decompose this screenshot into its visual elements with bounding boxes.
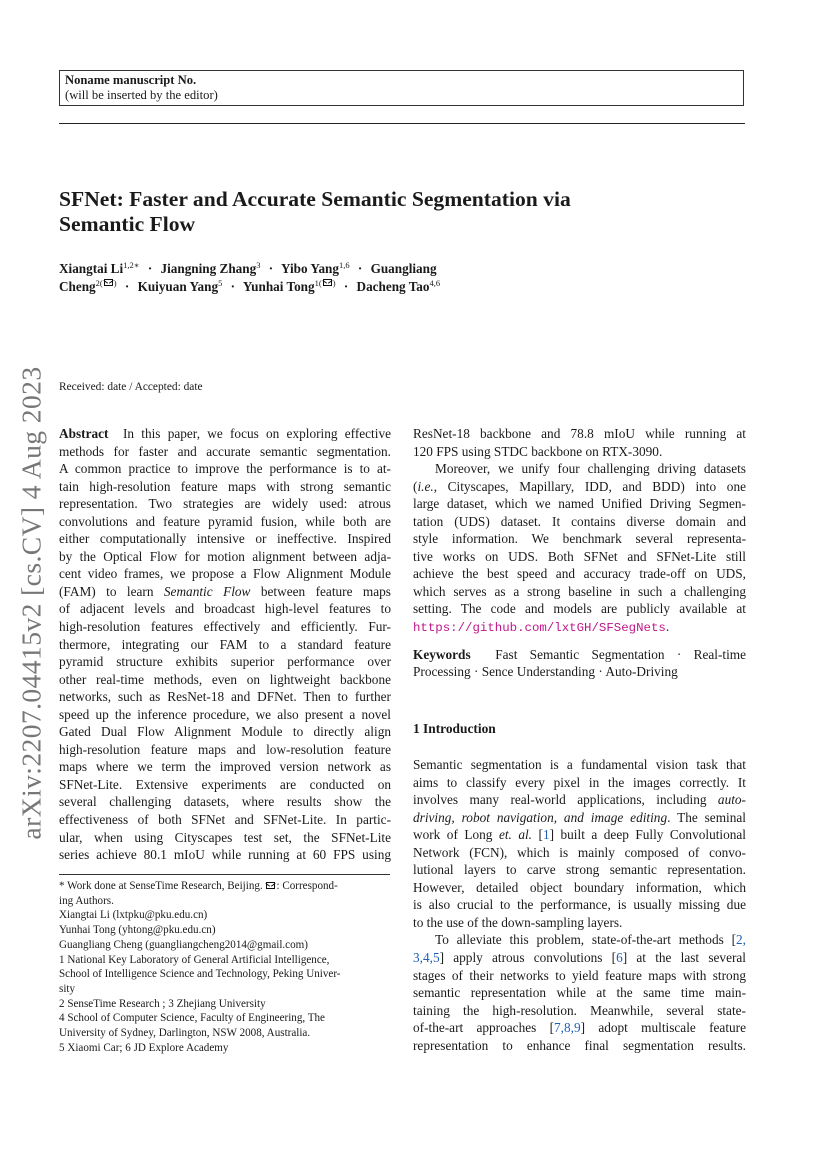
abstract-line: speed up the inference procedure, we also present a novel [59, 706, 391, 722]
abstract-line: tive works on UDS. Both SFNet and SFNet-Lite still [413, 548, 746, 564]
italic-term: Semantic Flow [163, 583, 251, 599]
abstract-line [413, 478, 746, 496]
footnote-line: Yunhai Tong (yhtong@pku.edu.cn) [59, 924, 216, 937]
intro-italic: driving, robot navigation, and image editing [413, 809, 668, 825]
abstract-text: ( [413, 478, 418, 494]
abstract-line: 120 FPS using STDC backbone on RTX-3090. [413, 443, 663, 459]
footnote-line: ing Authors. [59, 894, 114, 907]
abstract-line: high-resolution feature maps and low-resolution feature [59, 741, 391, 757]
author-name: Dacheng Tao [356, 279, 430, 294]
abstract-line: pyramid structure exhibits superior performance over [59, 654, 391, 670]
abstract-line: maps where we term the improved version network as [59, 759, 391, 775]
affiliation-paren: ) [113, 278, 117, 288]
introduction-text [413, 756, 746, 1054]
abstract-line: tation (UDS) dataset. It contains diverse domain and [413, 513, 746, 529]
intro-line: is also crucial to the performance, is usually missing due [413, 897, 746, 913]
manuscript-label: Noname manuscript No. [65, 73, 197, 87]
envelope-icon [266, 882, 275, 889]
title-line: SFNet: Faster and Accurate Semantic Segmentation via [59, 187, 571, 211]
abstract-line: high-resolution features effectively and efficiently. Fur- [59, 619, 391, 635]
abstract-line: networks, such as ResNet-18 and DFNet. Then to further [59, 689, 391, 705]
citation-link[interactable]: 7,8,9 [554, 1020, 581, 1036]
author-separator: · [147, 261, 153, 276]
intro-text: built a deep Fully Convolutional [554, 827, 746, 843]
section-heading: 1 Introduction [413, 721, 496, 736]
affiliation-sup [96, 278, 117, 288]
footnote-line: School of Intelligence Science and Technology, Peking Univer- [59, 968, 341, 981]
footnote-line [59, 879, 394, 894]
abstract-line: either computationally intensive or ineffective. Inspired [59, 531, 391, 547]
abstract-line [59, 425, 391, 443]
intro-line: However, detailed object boundary information, which [413, 879, 746, 895]
footnote-line: University of Sydney, Darlington, NSW 2008, Australia. [59, 1027, 311, 1040]
author-separator: · [343, 279, 349, 294]
footnotes [59, 879, 394, 1055]
author-name: Guangliang [370, 261, 437, 276]
received-date: Received: date / Accepted: date [59, 381, 203, 393]
author-name: Yunhai Tong [242, 279, 315, 294]
affiliation-number: 2( [95, 278, 103, 288]
period: . [665, 619, 670, 635]
intro-line: taining the high-resolution. Meanwhile, several state- [413, 1002, 746, 1018]
abstract-line: which serves as a strong baseline in such a challenging [413, 583, 746, 599]
keywords-line [413, 646, 746, 664]
citation-link[interactable]: 1 [542, 827, 550, 843]
citation-link[interactable]: 2, [736, 932, 746, 948]
footnote-rule [59, 874, 390, 875]
author-name: Yibo Yang [280, 261, 339, 276]
envelope-icon [323, 279, 332, 286]
author-separator: · [230, 279, 236, 294]
equal-contrib-mark: ∗ [133, 260, 140, 270]
intro-text: of-the-art approaches [ [413, 1020, 555, 1036]
arxiv-identifier [14, 358, 50, 848]
intro-line: lutional layers to carve strong semantic representation. [413, 862, 746, 878]
intro-line: Network (FCN), which is mainly composed of convo- [413, 844, 746, 860]
affiliation-sup: 1,2 [123, 260, 134, 270]
author-separator: · [357, 261, 363, 276]
footnote-text: : Correspond- [276, 880, 338, 892]
abstract-line: by the Optical Flow for motion alignment between adja- [59, 548, 391, 564]
author-line [59, 260, 749, 278]
title-line: Semantic Flow [59, 212, 196, 236]
footnote-line: 1 National Key Laboratory of General Artificial Intelligence, [59, 953, 330, 966]
intro-text: To alleviate this problem, state-of-the-art methods [ [435, 932, 737, 948]
author-line [59, 278, 749, 296]
intro-line: work of Long et. al. [1] built a deep Fully Convolutional [413, 827, 746, 843]
footnote-line: sity [59, 982, 76, 995]
author-separator: · [268, 261, 274, 276]
author-name: Xiangtai Li [59, 261, 124, 276]
affiliation-sup: 5 [218, 278, 223, 288]
intro-italic: auto- [717, 792, 746, 808]
paper-title [59, 187, 749, 237]
intro-line [413, 931, 746, 949]
author-list [59, 260, 749, 296]
keywords-text: Fast Semantic Segmentation · Real-time [495, 646, 747, 662]
abstract-line: series achieve 80.1 mIoU while running at 60 FPS using [59, 847, 391, 863]
abstract-text: In this paper, we focus on exploring effective [122, 426, 391, 441]
abstract-line: of adjacent levels and broadcast high-level features to [59, 601, 391, 617]
right-column [413, 425, 746, 681]
intro-line: semantic representation while at the same time main- [413, 985, 746, 1001]
intro-text: ] at the last several [622, 950, 747, 966]
affiliation-sup [315, 278, 336, 288]
keywords-heading: Keywords [413, 646, 471, 662]
abstract-text: (FAM) to learn [59, 583, 164, 599]
abstract-line: several challenging datasets, where results show the [59, 794, 391, 810]
editor-note: (will be inserted by the editor) [65, 88, 218, 102]
code-link[interactable]: https://github.com/lxtGH/SFSegNets [413, 621, 666, 636]
intro-line: representation to enhance final segmentation results. [413, 1037, 746, 1053]
abstract-line: SFNet-Lite. Extensive experiments are conducted on [59, 776, 391, 792]
affiliation-sup: 3 [256, 260, 261, 270]
abstract-line [413, 618, 746, 636]
manuscript-number-box [59, 70, 744, 106]
author-name: Cheng [59, 279, 96, 294]
abstract-text: , Cityscapes, Mapillary, IDD, and BDD) into one [433, 478, 746, 494]
intro-text: involves many real-world applications, including [413, 792, 718, 808]
author-name: Kuiyuan Yang [137, 279, 219, 294]
intro-line [413, 949, 746, 967]
affiliation-number: 1( [314, 278, 322, 288]
abstract-line: ular, when using Cityscapes test set, the SFNet-Lite [59, 829, 391, 845]
abstract-line: other real-time methods, even on lightweight backbone [59, 671, 391, 687]
abstract-line: representation. Two strategies are widely used: atrous [59, 496, 391, 512]
abstract-line: methods for faster and accurate semantic segmentation. [59, 443, 391, 459]
envelope-icon [104, 279, 113, 286]
abstract-line: style information. We benchmark several representa- [413, 531, 746, 547]
abstract-line: large dataset, which we named Unified Driving Segmen- [413, 496, 746, 512]
abstract-line: cent video frames, we propose a Flow Alignment Module [59, 566, 391, 582]
intro-text: work of Long [413, 827, 499, 843]
abstract-line: Moreover, we unify four challenging driving datasets [435, 461, 746, 477]
abstract-line: Gated Dual Flow Alignment Module to directly align [59, 724, 391, 740]
affiliation-sup: 4,6 [429, 278, 441, 288]
footnote-line: 5 Xiaomi Car; 6 JD Explore Academy [59, 1041, 229, 1054]
intro-line [413, 809, 746, 827]
abstract-heading: Abstract [59, 426, 109, 441]
intro-line: Semantic segmentation is a fundamental vision task that [413, 757, 746, 772]
footnote-line: 2 SenseTime Research ; 3 Zhejiang University [59, 997, 266, 1010]
footnote-line: Xiangtai Li (lxtpku@pku.edu.cn) [59, 909, 208, 922]
italic-ie: i.e. [417, 478, 434, 494]
arxiv-id-text: arXiv:2207.04415v2 [cs.CV] 4 Aug 2023 [16, 366, 48, 840]
abstract-line: setting. The code and models are publicly available at [413, 601, 746, 617]
author-name: Jiangning Zhang [160, 261, 257, 276]
intro-line [413, 1019, 746, 1037]
abstract-line [59, 583, 391, 601]
abstract-line: convolutions and feature pyramid fusion, while both are [59, 513, 391, 529]
abstract-line: thermore, integrating our FAM to a standard feature [59, 636, 391, 652]
abstract [59, 425, 391, 864]
author-separator: · [124, 279, 130, 294]
affiliation-sup: 1,6 [338, 260, 350, 270]
intro-line: stages of their networks to yield feature maps with strong [413, 967, 746, 983]
abstract-line: effectiveness of both SFNet and SFNet-Lite. In partic- [59, 812, 391, 828]
intro-text: . The seminal [667, 809, 746, 825]
intro-line: aims to classify every pixel in the images correctly. It [413, 774, 746, 790]
abstract-line: achieve the best speed and accuracy trade-off on UDS, [413, 566, 746, 582]
abstract-line: ResNet-18 backbone and 78.8 mIoU while running at [413, 426, 746, 441]
intro-italic: et. al. [498, 827, 533, 843]
abstract-line: tain high-resolution feature maps with strong semantic [59, 478, 391, 494]
intro-line: to the use of the down-sampling layers. [413, 914, 623, 930]
footnote-line: 4 School of Computer Science, Faculty of Engineering, The [59, 1012, 325, 1025]
footnote-text: * Work done at SenseTime Research, Beijing. [59, 880, 266, 892]
keywords-line: Processing · Sence Understanding · Auto-Driving [413, 664, 678, 680]
intro-text: ] adopt multiscale feature [580, 1020, 746, 1036]
intro-text: ] apply atrous convolutions [ [439, 950, 617, 966]
intro-line [413, 791, 746, 809]
citation-link[interactable]: 6 [616, 950, 623, 966]
header-rule [59, 123, 745, 124]
abstract-text: between feature maps [250, 583, 391, 599]
affiliation-paren: ) [332, 278, 336, 288]
abstract-line: A common practice to improve the performance is to at- [59, 461, 391, 477]
citation-link[interactable]: 3,4,5 [413, 950, 440, 966]
spacer [413, 636, 746, 646]
footnote-line: Guangliang Cheng (guangliangcheng2014@gmail.com) [59, 938, 308, 951]
